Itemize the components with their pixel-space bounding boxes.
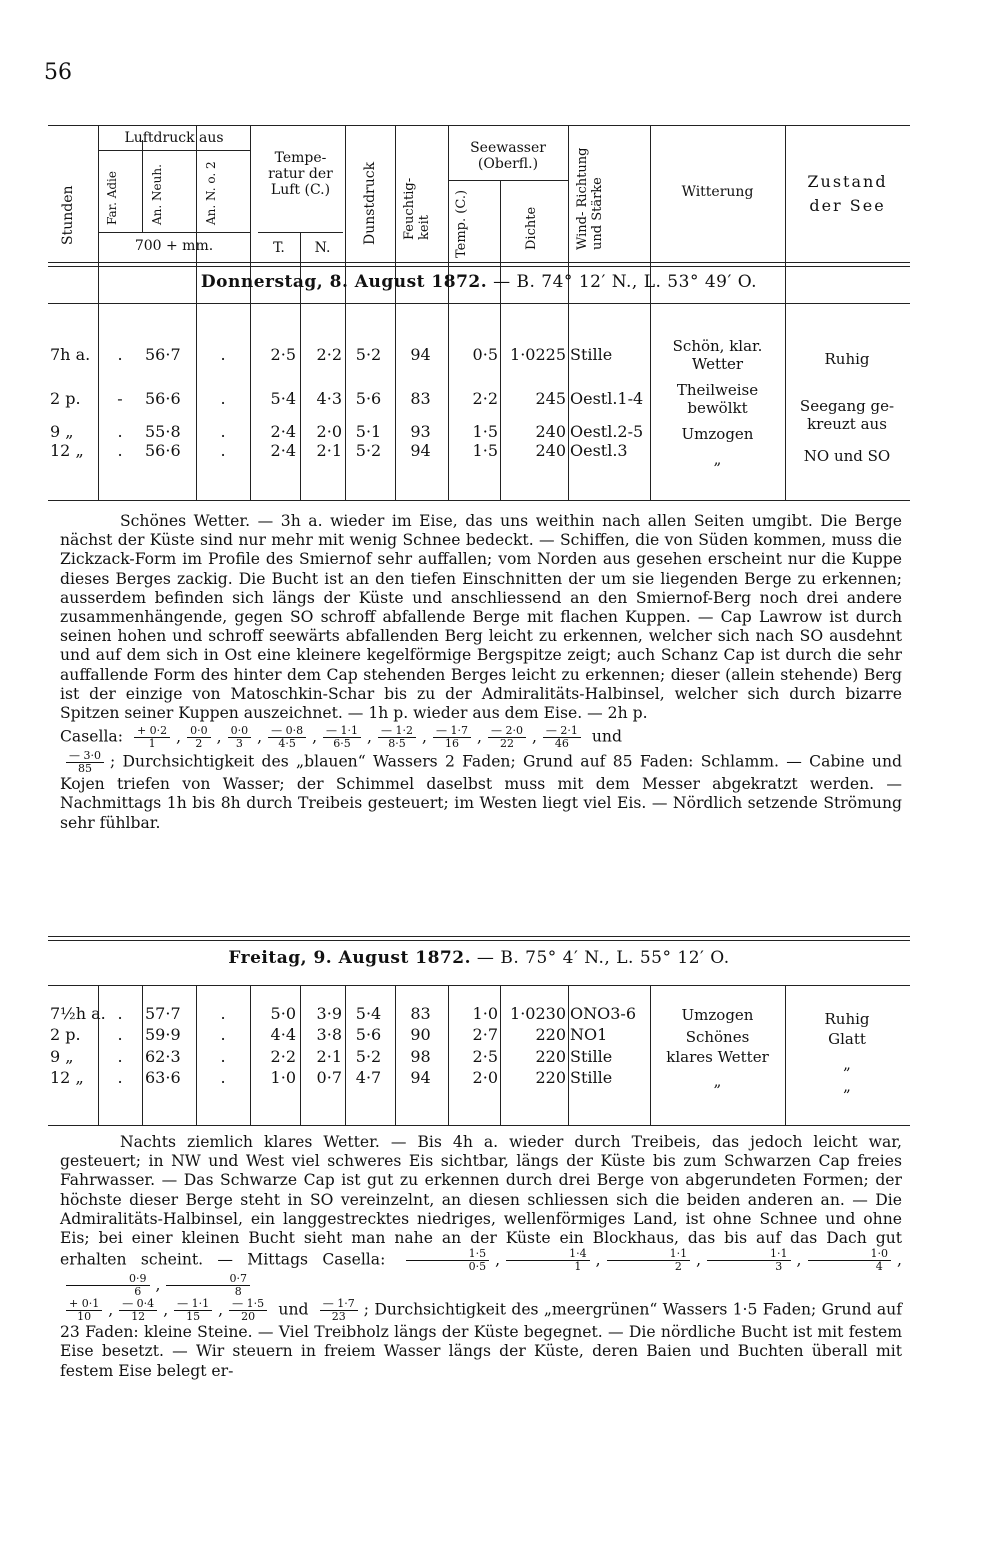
casella-fraction <box>66 1298 102 1323</box>
cell-n: 4·3 <box>316 389 342 408</box>
cell-far: . <box>117 1068 123 1087</box>
cell-dunst: 5·6 <box>355 389 382 408</box>
cell-an2: . <box>220 441 226 460</box>
day2-casella-label: Casella: <box>322 1250 386 1269</box>
day1-title: Donnerstag, 8. August 1872. <box>200 272 488 292</box>
day2-table-end <box>48 1125 910 1126</box>
cell-an2: . <box>220 1068 226 1087</box>
cell-feucht: 90 <box>410 1025 431 1044</box>
day2-witterung-0: Umzogen <box>681 1006 754 1024</box>
cell-temp: 2·0 <box>472 1068 498 1087</box>
casella-fraction <box>66 1273 150 1298</box>
cell-far: . <box>117 441 123 460</box>
casella-fraction <box>174 1298 212 1323</box>
frac-den: 6 <box>134 1285 142 1299</box>
cell-dunst: 4·7 <box>355 1068 382 1087</box>
cell-wind: Stille <box>570 345 613 364</box>
casella-fraction <box>607 1248 691 1273</box>
header-feuchtigkeit: Feuchtig- keit <box>402 177 432 240</box>
cell-an1: 63·6 <box>145 1068 181 1087</box>
frac-den: 46 <box>554 737 569 751</box>
day1-casella-label: Casella: <box>60 727 123 746</box>
cell-feucht: 98 <box>410 1047 431 1066</box>
frac-den: 1 <box>574 1260 582 1274</box>
day2-heading <box>48 948 910 968</box>
header-luftdruck-unit: 700 + mm. <box>134 238 214 254</box>
day2-zustand-1: Glatt <box>828 1030 866 1048</box>
casella-fraction <box>323 725 361 750</box>
header-an-no2: An. N. o. 2 <box>204 161 218 225</box>
cell-dunst: 5·2 <box>355 1047 382 1066</box>
cell-t: 5·0 <box>270 1004 296 1023</box>
cell-far: . <box>117 1047 123 1066</box>
day1-zustand-1: Seegang ge- kreuzt aus <box>799 397 895 433</box>
fraction-separator: , <box>367 727 373 746</box>
day2-top-rule <box>48 936 910 937</box>
frac-num: 0·9 <box>66 1273 150 1286</box>
frac-num: — 0·4 <box>119 1298 157 1311</box>
frac-num: — 1·7 <box>433 725 471 738</box>
day1-zustand-0: Ruhig <box>824 350 870 368</box>
fraction-separator: , <box>897 1250 902 1269</box>
day1-casella-last <box>66 750 104 775</box>
cell-hour: 7½h a. <box>50 1004 106 1023</box>
frac-den: 85 <box>78 762 92 776</box>
cell-an1: 62·3 <box>145 1047 181 1066</box>
day1-text-b: ; Durchsichtigkeit des „blauen“ Wassers 2 Faden; Grund auf 85 Faden: Schlamm. <box>110 752 779 771</box>
cell-t: 2·4 <box>270 441 296 460</box>
cell-temp: 0·5 <box>472 345 498 364</box>
frac-den: 16 <box>444 737 459 751</box>
cell-an2: . <box>220 345 226 364</box>
day1-witterung-2: Umzogen <box>681 425 754 443</box>
cell-wind: Oestl.3 <box>570 441 628 460</box>
day1-witterung-1: Theilweise bewölkt <box>676 381 759 417</box>
frac-num: — 1·5 <box>229 1298 267 1311</box>
day2-zustand-3: „ <box>843 1077 851 1095</box>
cell-t: 1·0 <box>270 1068 296 1087</box>
frac-den: 2 <box>674 1260 682 1274</box>
cell-wind: Stille <box>570 1047 613 1066</box>
cell-feucht: 93 <box>410 422 431 441</box>
cell-hour: 2 p. <box>50 389 81 408</box>
day2-title: Freitag, 9. August 1872. <box>228 948 472 968</box>
frac-den: 8 <box>234 1285 242 1299</box>
cell-an1: 55·8 <box>145 422 181 441</box>
frac-den: 20 <box>241 1310 256 1324</box>
cell-wind: ONO3-6 <box>570 1004 636 1023</box>
frac-den: 15 <box>186 1310 201 1324</box>
day1-divider <box>48 303 910 304</box>
day2-zustand-0: Ruhig <box>824 1010 870 1028</box>
frac-num: — 3·0 <box>66 750 104 763</box>
cell-an1: 56·7 <box>145 345 181 364</box>
frac-num: + 0·2 <box>134 725 170 738</box>
frac-num: — 1·7 <box>320 1298 358 1311</box>
cell-t: 4·4 <box>270 1025 296 1044</box>
cell-an1: 56·6 <box>145 441 181 460</box>
day1-text-a: Schönes Wetter. — 3h a. wieder im Eise, das uns weithin nach allen Seiten umgibt. Die Berge nächst der Küste sind nur mehr mit wenig Schnee bedeckt. — Schiffen, die von Süden kommen, muss die Zickzack-Form im Profile des Smiernof sehr auffallen; vom Norden aus gesehen erscheint nur die Kuppe dieses Berges zackig. Die Bucht ist an den tiefen Einschnitten der um sie liegenden Berge zu erkennen; ausserdem befinden sich längs der Küste und anschliessend an den Smiernof-Berg noch drei andere zusammenhängende, gegen SO schroff abfallende Berge mit flachen Kuppen. — Cap Lawrow ist durch seinen hohen und schroff seewärts abfallenden Berg leicht zu erkennen, welcher sich nach SO ausdehnt und auf dem sich in Ost eine kleinere kegelförmige Bergspitze zeigt; auch Schanz Cap ist durch die sehr auffallende Form des hinter dem Cap stehenden Berges leicht zu erkennen; dieser (allein stehende) Berg ist der einzige von Matoschkin-Schar bis zu der Admiralitäts-Halbinsel, welcher sich durch bizarre Spitzen seiner Kuppen auszeichnet. — 1h p. wieder aus dem Eise. — 2h p. <box>60 512 902 723</box>
cell-hour: 9 „ <box>50 1047 74 1066</box>
frac-num: 0·7 <box>166 1273 250 1286</box>
day1-heading <box>48 272 910 292</box>
cell-wind: Oestl.2-5 <box>570 422 644 441</box>
day1-position: — B. 74° 12′ N., L. 53° 49′ O. <box>493 272 758 292</box>
cell-n: 2·1 <box>316 441 342 460</box>
cell-feucht: 83 <box>410 389 431 408</box>
cell-n: 0·7 <box>316 1068 342 1087</box>
fraction-separator: , <box>796 1250 802 1269</box>
casella-fraction <box>134 725 170 750</box>
header-wind: Wind- Richtung und Stärke <box>575 147 605 250</box>
cell-dichte: 220 <box>535 1068 566 1087</box>
cell-t: 2·4 <box>270 422 296 441</box>
day1-casella-line-2 <box>60 750 902 833</box>
fraction-separator: , <box>218 1300 224 1319</box>
frac-num: 1·1 <box>607 1248 691 1261</box>
cell-an2: . <box>220 1047 226 1066</box>
cell-an2: . <box>220 1025 226 1044</box>
day2-witterung-3: „ <box>713 1072 722 1090</box>
casella-fraction <box>187 725 211 750</box>
cell-dichte: 245 <box>535 389 566 408</box>
frac-den: 4 <box>875 1260 883 1274</box>
day1-table-end <box>48 500 910 501</box>
casella-fraction <box>543 725 581 750</box>
cell-dichte: 220 <box>535 1047 566 1066</box>
day2-top-rule-2 <box>48 940 910 941</box>
frac-num: 1·5 <box>406 1248 490 1261</box>
day2-casella-line-2 <box>60 1298 902 1381</box>
cell-n: 2·1 <box>316 1047 342 1066</box>
cell-hour: 12 „ <box>50 1068 84 1087</box>
frac-den: 4·5 <box>278 737 296 751</box>
cell-hour: 9 „ <box>50 422 74 441</box>
frac-num: — 0·8 <box>268 725 306 738</box>
frac-num: 1·0 <box>808 1248 892 1261</box>
cell-far: - <box>117 389 123 408</box>
frac-num: — 2·1 <box>543 725 581 738</box>
frac-num: 0·0 <box>187 725 211 738</box>
frac-den: 22 <box>499 737 514 751</box>
frac-num: 0·0 <box>228 725 252 738</box>
cell-far: . <box>117 422 123 441</box>
frac-den: 8·5 <box>388 737 406 751</box>
header-dunstdruck: Dunstdruck <box>362 161 378 245</box>
cell-dichte: 1·0230 <box>510 1004 566 1023</box>
cell-an1: 57·7 <box>145 1004 181 1023</box>
table-top-rule <box>48 125 910 126</box>
day2-witterung-2: klares Wetter <box>666 1048 769 1066</box>
day2-witterung-1: Schönes <box>685 1028 750 1046</box>
casella-fraction <box>808 1248 892 1273</box>
day2-notes <box>60 1133 902 1381</box>
frac-den: 0·5 <box>468 1260 487 1274</box>
casella-fraction <box>488 725 526 750</box>
cell-hour: 2 p. <box>50 1025 81 1044</box>
seewasser-rule <box>448 180 568 181</box>
day1-und: und <box>591 727 622 746</box>
frac-num: — 1·2 <box>378 725 416 738</box>
casella-fraction <box>378 725 416 750</box>
cell-feucht: 94 <box>410 345 431 364</box>
day1-casella-values <box>128 724 587 751</box>
luftdruck-unit-rule <box>98 232 250 233</box>
cell-dunst: 5·6 <box>355 1025 382 1044</box>
cell-dunst: 5·2 <box>355 441 382 460</box>
frac-den: 3 <box>235 737 243 751</box>
fraction-separator: , <box>495 1250 501 1269</box>
cell-feucht: 83 <box>410 1004 431 1023</box>
frac-num: — 2·0 <box>488 725 526 738</box>
casella-fraction <box>229 1298 267 1323</box>
header-zustand: Zustand der See <box>807 172 888 215</box>
cell-dichte: 220 <box>535 1025 566 1044</box>
cell-far: . <box>117 345 123 364</box>
casella-fraction <box>228 725 252 750</box>
day2-casella-last <box>320 1298 358 1323</box>
fraction-separator: , <box>531 727 537 746</box>
cell-dichte: 1·0225 <box>510 345 566 364</box>
header-dichte: Dichte <box>524 206 539 250</box>
cell-dichte: 240 <box>535 422 566 441</box>
day2-divider <box>48 985 910 986</box>
header-luftdruck: Luftdruck aus <box>124 130 224 146</box>
casella-fraction <box>433 725 471 750</box>
header-n: N. <box>314 240 331 256</box>
header-bottom-rule-2 <box>48 266 910 267</box>
day1-witterung-3: „ <box>713 450 722 468</box>
header-seewasser: Seewasser (Oberfl.) <box>470 140 546 172</box>
header-far-adie: Far. Adie <box>105 171 119 225</box>
frac-den: 12 <box>131 1310 146 1324</box>
cell-an2: . <box>220 389 226 408</box>
day2-casella-values-2 <box>60 1297 273 1324</box>
cell-hour: 12 „ <box>50 441 84 460</box>
fraction-separator: , <box>163 1300 169 1319</box>
frac-num: — 1·1 <box>323 725 361 738</box>
cell-an2: . <box>220 1004 226 1023</box>
cell-dunst: 5·1 <box>355 422 382 441</box>
fraction-separator: , <box>216 727 222 746</box>
cell-temp: 1·5 <box>472 441 498 460</box>
fraction-separator: , <box>176 727 182 746</box>
cell-dunst: 5·2 <box>355 345 382 364</box>
header-temp-c: Temp. (C.) <box>454 189 469 258</box>
header-temperatur: Tempe- ratur der Luft (C.) <box>268 150 333 198</box>
cell-n: 2·2 <box>316 345 342 364</box>
cell-dichte: 240 <box>535 441 566 460</box>
frac-den: 6·5 <box>333 737 351 751</box>
fraction-separator: , <box>155 1275 161 1294</box>
fraction-separator: , <box>257 727 263 746</box>
fraction-separator: , <box>696 1250 702 1269</box>
cell-an1: 59·9 <box>145 1025 181 1044</box>
casella-fraction <box>268 725 306 750</box>
frac-num: 1·4 <box>506 1248 590 1261</box>
header-stunden: Stunden <box>60 185 76 245</box>
cell-temp: 1·5 <box>472 422 498 441</box>
cell-wind: Oestl.1-4 <box>570 389 644 408</box>
fraction-separator: , <box>312 727 318 746</box>
cell-wind: NO1 <box>570 1025 608 1044</box>
cell-n: 3·9 <box>316 1004 342 1023</box>
day1-notes <box>60 512 902 833</box>
day2-text-b: ; Durchsichtigkeit des „meergrünen“ Wassers 1·5 Faden; Grund auf 23 Faden: kleine Steine. — Viel Treibholz längs der Küste begegnet. — Die nördliche Bucht ist mit festem Eise besetzt. — Wir steuern in freiem Wasser längs der Küste, deren Baien und Buchten überall mit festem Eise belegt er- <box>60 1300 902 1380</box>
casella-fraction <box>166 1273 250 1298</box>
cell-temp: 1·0 <box>472 1004 498 1023</box>
cell-dunst: 5·4 <box>355 1004 382 1023</box>
day2-position: — B. 75° 4′ N., L. 55° 12′ O. <box>476 948 730 968</box>
day2-zustand-2: „ <box>843 1055 851 1073</box>
cell-hour: 7h a. <box>50 345 91 364</box>
fraction-separator: , <box>595 1250 601 1269</box>
frac-den: 2 <box>195 737 203 751</box>
fraction-separator: , <box>476 727 482 746</box>
fraction-separator: , <box>422 727 427 746</box>
frac-den: 1 <box>148 737 156 751</box>
cell-feucht: 94 <box>410 1068 431 1087</box>
casella-fraction <box>506 1248 590 1273</box>
cell-t: 2·2 <box>270 1047 296 1066</box>
cell-an1: 56·6 <box>145 389 181 408</box>
cell-temp: 2·2 <box>472 389 498 408</box>
frac-num: — 1·1 <box>174 1298 212 1311</box>
frac-num: 1·1 <box>707 1248 791 1261</box>
day2-text-a-line <box>60 1133 902 1298</box>
cell-n: 2·0 <box>316 422 342 441</box>
frac-num: + 0·1 <box>66 1298 102 1311</box>
cell-temp: 2·5 <box>472 1047 498 1066</box>
day2-text-a: Nachts ziemlich klares Wetter. — Bis 4h a. wieder durch Treibeis, das jedoch leicht war, gesteuert; in NW und West viel schweres Eis sichtbar, längs der Küste bis zum Schwarzen Cap freies Fahrwasser. — Das Schwarze Cap ist gut zu erkennen durch drei Berge von abgerundeten Formen; der höchste dieser Berge steht in SO vereinzelnt, an diesen schliessen sich die beiden anderen an. — Die Admiralitäts-Halbinsel, ein langgestrecktes niedriges, wellenförmiges Land, ist ohne Schnee und ohne Eis; bei einer kleinen Bucht sieht man nahe an der Küste ein Blockhaus, das bis auf das Dach gut erhalten scheint. — Mittags <box>60 1133 902 1269</box>
page-number: 56 <box>44 60 72 85</box>
day1-casella-line <box>60 725 902 750</box>
cell-feucht: 94 <box>410 441 431 460</box>
frac-den: 23 <box>331 1310 346 1324</box>
cell-t: 5·4 <box>270 389 296 408</box>
day1-zustand-2: NO und SO <box>803 447 891 465</box>
header-t: T. <box>273 240 285 256</box>
cell-t: 2·5 <box>270 345 296 364</box>
frac-den: 3 <box>775 1260 783 1274</box>
cell-far: . <box>117 1025 123 1044</box>
casella-fraction <box>406 1248 490 1273</box>
casella-fraction <box>707 1248 791 1273</box>
casella-fraction <box>119 1298 157 1323</box>
col-line <box>142 140 143 232</box>
header-bottom-rule <box>48 262 910 263</box>
fraction-separator: , <box>108 1300 114 1319</box>
cell-wind: Stille <box>570 1068 613 1087</box>
day2-und: und <box>278 1300 309 1319</box>
cell-far: . <box>117 1004 123 1023</box>
cell-temp: 2·7 <box>472 1025 498 1044</box>
cell-n: 3·8 <box>316 1025 342 1044</box>
header-an-neuh: An. Neuh. <box>150 164 164 225</box>
cell-an2: . <box>220 422 226 441</box>
day1-witterung-0: Schön, klar. Wetter <box>672 337 763 373</box>
frac-den: 10 <box>77 1310 92 1324</box>
luftdruck-rule <box>98 150 250 151</box>
day1-text-c: — Cabine und Kojen triefen von Wasser; der Schimmel daselbst muss mit dem Messer abgekratzt werden. — Nachmittags 1h bis 8h durch Treibeis gesteuert; im Westen liegt viel Eis. — Nördlich setzende Strömung sehr fühlbar. <box>60 752 902 832</box>
header-witterung: Witterung <box>681 184 754 200</box>
